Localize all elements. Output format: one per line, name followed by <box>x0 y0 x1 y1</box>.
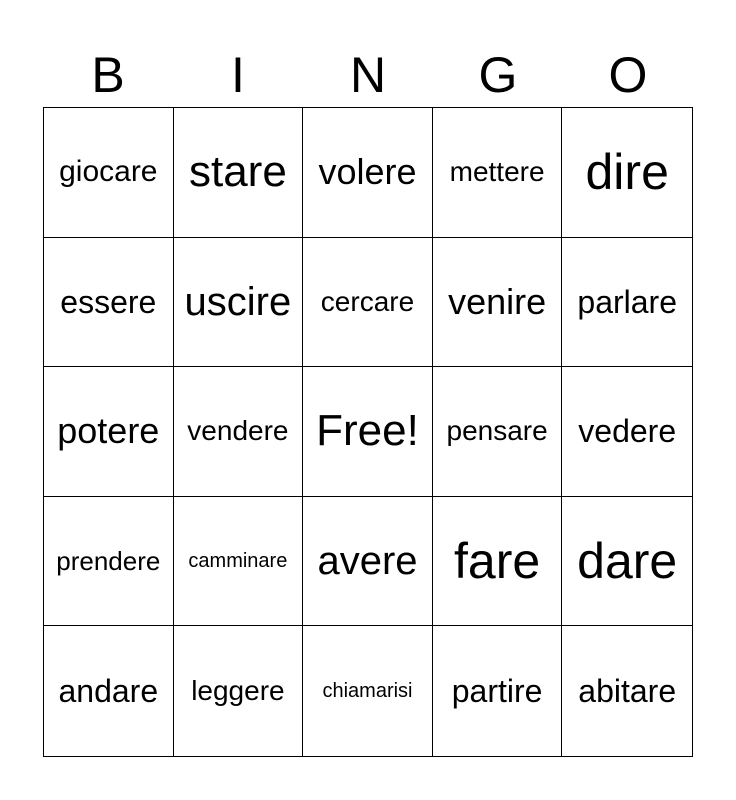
bingo-cell[interactable]: abitare <box>578 673 677 710</box>
header-letter-n: N <box>349 47 387 103</box>
free-space-cell[interactable]: Free! <box>303 367 433 497</box>
bingo-cell[interactable]: vendere <box>174 367 304 497</box>
header-letter-g: G <box>478 47 518 103</box>
bingo-cell[interactable]: avere <box>303 497 433 627</box>
bingo-cell[interactable]: parlare <box>562 238 692 368</box>
bingo-cell[interactable]: vedere <box>562 367 692 497</box>
bingo-card <box>43 107 693 757</box>
bingo-header <box>43 44 693 106</box>
bingo-cell[interactable]: fare <box>433 497 563 627</box>
bingo-cell[interactable]: giocare <box>44 108 174 238</box>
bingo-cell[interactable]: uscire <box>174 238 304 368</box>
bingo-cell[interactable]: stare <box>174 108 304 238</box>
bingo-cell[interactable]: chiamarisi <box>303 626 433 756</box>
header-letter-o: O <box>608 47 648 103</box>
bingo-cell[interactable]: cercare <box>303 238 433 368</box>
bingo-cell[interactable]: dire <box>562 108 692 238</box>
bingo-cell[interactable]: pensare <box>433 367 563 497</box>
bingo-cell[interactable]: leggere <box>174 626 304 756</box>
header-letter-b: B <box>91 47 125 103</box>
bingo-cell[interactable]: camminare <box>174 497 304 627</box>
bingo-cell[interactable]: mettere <box>433 108 563 238</box>
bingo-cell[interactable]: essere <box>44 238 174 368</box>
bingo-cell[interactable]: potere <box>44 367 174 497</box>
header-letter-i: I <box>231 47 245 103</box>
bingo-cell[interactable]: volere <box>303 108 433 238</box>
bingo-cell[interactable]: andare <box>44 626 174 756</box>
bingo-cell[interactable]: partire <box>433 626 563 756</box>
bingo-cell[interactable]: dare <box>562 497 692 627</box>
bingo-cell[interactable]: prendere <box>44 497 174 627</box>
bingo-cell[interactable]: venire <box>433 238 563 368</box>
